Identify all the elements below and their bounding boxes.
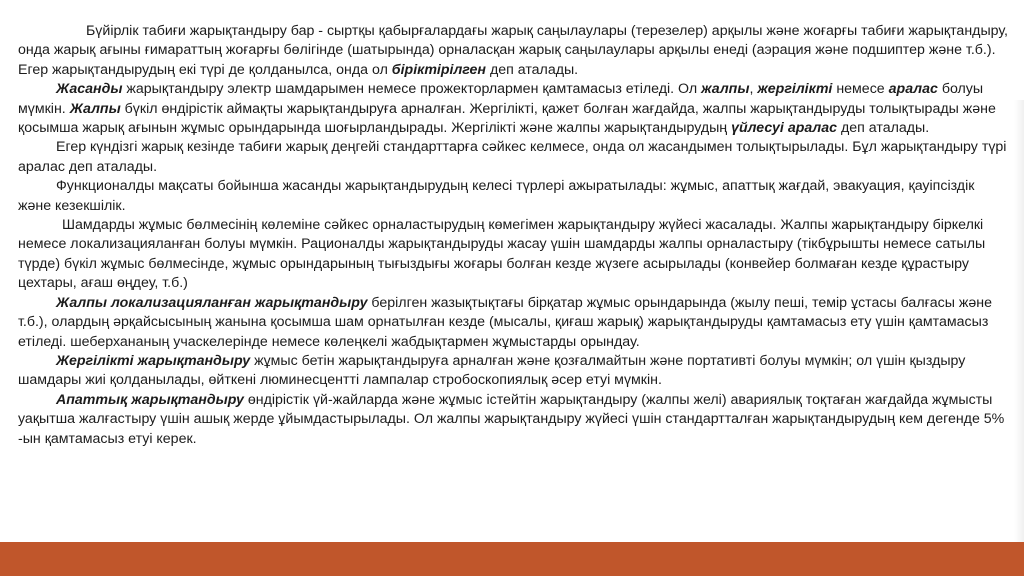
edge-shadow: [1014, 100, 1024, 542]
bottom-accent-band: [0, 542, 1024, 576]
paragraph-artificial-lighting: [18, 80, 1010, 138]
text-run: деп аталады.: [837, 120, 930, 137]
text-body: [18, 22, 1010, 449]
term-general-2: Жалпы: [69, 100, 121, 117]
term-artificial: Жасанды: [56, 81, 123, 98]
text-run: болуы мүмкін.: [18, 81, 984, 117]
paragraph-daylight-supplement: Егер күндізгі жарық кезінде табиғи жарық деңгейі стандарттарға сәйкес келмесе, онда ол жасандымен толықтырылады. Бұл жарықтандыру түрі аралас деп аталады.: [18, 139, 1007, 175]
term-localized-general: Жалпы локализацияланған жарықтандыру: [56, 294, 368, 311]
term-local-lighting: Жергілікті жарықтандыру: [56, 352, 251, 369]
text-run: немесе: [832, 81, 889, 98]
term-mixed: аралас: [888, 81, 938, 98]
text-run: деп аталады.: [486, 61, 579, 78]
term-combination-mixed: үйлесуі аралас: [731, 120, 838, 137]
text-run: ,: [749, 81, 758, 98]
text-run: жұмыс бетін жарықтандыруға арналған және қозғалмайтын және портативті болуы мүмкін; ол үшін қыздыру шамдары жиі қолданылады, өйткені люминесцентті лампалар стробоскопиялық әсер етуі мүмкін.: [18, 352, 966, 389]
term-combined: біріктірілген: [391, 61, 486, 78]
term-local: жергілікті: [757, 81, 833, 98]
paragraph-lamp-placement: Шамдарды жұмыс бөлмесінің көлеміне сәйкес орналастырудың көмегімен жарықтандыру жүйесі жасалады. Жалпы жарықтандыру біркелкі немесе локализацияланған болуы мүмкін. Рационалды жарықтандыруды жасау үшін шамдарды жалпы орналастыру (тікбұрышты немесе сатылы түрде) бүкіл жұмыс бөлмесінде, жұмыс орындарының тығыздығы жоғары болған кезде жүзеге асырылады (конвейер болмаған кезде құрастыру цехтары, ағаш өңдеу, т.б.): [18, 217, 986, 292]
paragraph-localized-general: [18, 294, 1010, 352]
paragraph-natural-lighting: [18, 22, 1010, 80]
paragraph-local-lighting: [18, 352, 1010, 391]
paragraph-functional-types: Функционалды мақсаты бойынша жасанды жарықтандырудың келесі түрлері ажыратылады: жұмыс, апаттық жағдай, эвакуация, қауіпсіздік және кезекшілік.: [18, 178, 975, 214]
text-run: жарықтандыру электр шамдарымен немесе прожекторлармен қамтамасыз етіледі. Ол: [122, 81, 702, 98]
text-run: Бүйірлік табиғи жарықтандыру бар - сыртқы қабырғалардағы жарық саңылаулары (терезелер) арқылы және жоғарғы табиғи жарықтандыру, онда жарық ағыны ғимараттың жоғарғы бөлігінде (шатырында) орналасқан жарық саңылаулары арқылы енеді (аэрация және подшиптер және т.б.). Егер жарықтандырудың екі түрі де қолданылса, онда ол: [18, 23, 1008, 78]
text-run: өндірістік үй-жайларда және жұмыс істейтін жарықтандыру (жалпы желі) авариялық тоқтаған жағдайда жұмысты уақытша жалғастыру үшін ашық жерде ұйымдастырылады. Ол жалпы жарықтандыру жүйесі үшін стандартталған жарықтандырудың кем дегенде 5% -ын қамтамасыз етуі керек.: [18, 391, 1005, 447]
paragraph-emergency-lighting: [18, 391, 1010, 449]
term-emergency-lighting: Апаттық жарықтандыру: [56, 391, 244, 408]
text-run: берілген жазықтықтағы бірқатар жұмыс орындарында (жылу пеші, темір ұстасы балғасы және т.б.), олардың әрқайсысының жанына қосымша шам орнатылған кезде (мысалы, қиғаш жарық) жарықтандыруды қамтамасыз ету үшін қамтамасыз етіледі. шеберхананың учаскелерінде немесе көлеңкелі жабдықтармен жұмыстарды орындау.: [18, 294, 993, 350]
text-run: бүкіл өндірістік аймақты жарықтандыруға арналған. Жергілікті, қажет болған жағдайда, жалпы жарықтандыруды толықтырады және қосымша жарық ағынын жұмыс орындарында шоғырландырады. Жергілікті және жалпы жарықтандырудың: [18, 100, 996, 137]
term-general: жалпы: [701, 81, 750, 98]
